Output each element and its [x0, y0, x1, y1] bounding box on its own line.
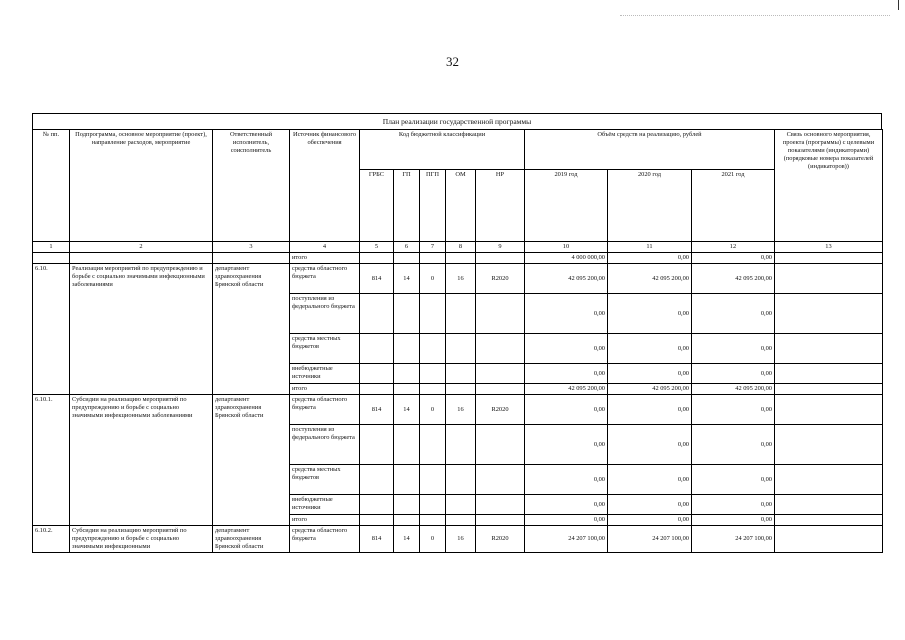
code-grbs — [360, 465, 394, 495]
indicator-link — [775, 395, 883, 425]
value-2021: 0,00 — [692, 364, 775, 384]
indicator-link — [775, 465, 883, 495]
code-grbs — [360, 425, 394, 465]
column-number: 8 — [446, 242, 476, 253]
header-executor: Ответственный исполнитель, соисполнитель — [213, 130, 290, 242]
funding-source: поступления из федерального бюджета — [290, 425, 360, 465]
item-executor: департамент здравоохранения Брянской области — [213, 264, 290, 395]
code-pgp — [420, 294, 446, 334]
column-number: 7 — [420, 242, 446, 253]
indicator-link — [775, 264, 883, 294]
header-om: ОМ — [446, 170, 476, 242]
code-nr: R2020 — [476, 526, 525, 553]
column-number: 5 — [360, 242, 394, 253]
code-om: 16 — [446, 526, 476, 553]
code-grbs — [360, 294, 394, 334]
value-2019: 0,00 — [525, 294, 608, 334]
funding-source: внебюджетные источники — [290, 364, 360, 384]
code-gp: 14 — [394, 264, 420, 294]
header-program: Подпрограмма, основное мероприятие (проект), направление расходов, мероприятие — [70, 130, 213, 242]
value-2020: 42 095 200,00 — [608, 264, 692, 294]
header-2020: 2020 год — [608, 170, 692, 242]
value-2020: 24 207 100,00 — [608, 526, 692, 553]
code-om — [446, 334, 476, 364]
code-nr: R2020 — [476, 395, 525, 425]
table-row — [33, 264, 883, 294]
code-gp — [394, 364, 420, 384]
total-2019: 42 095 200,00 — [525, 384, 608, 395]
total-label: итого — [290, 515, 360, 526]
value-2020: 0,00 — [608, 364, 692, 384]
column-number: 6 — [394, 242, 420, 253]
code-grbs — [360, 364, 394, 384]
value-2020: 0,00 — [608, 395, 692, 425]
code-nr — [476, 364, 525, 384]
scan-noise-dots — [620, 15, 890, 17]
code-om — [446, 425, 476, 465]
value-2021: 0,00 — [692, 395, 775, 425]
value-2021: 0,00 — [692, 465, 775, 495]
code-pgp — [420, 425, 446, 465]
code-gp — [394, 465, 420, 495]
total-2020: 0,00 — [608, 515, 692, 526]
value-2019: 24 207 100,00 — [525, 526, 608, 553]
indicator-link — [775, 294, 883, 334]
indicator-link — [775, 526, 883, 553]
header-nr: НР — [476, 170, 525, 242]
code-gp — [394, 495, 420, 515]
total-2021: 42 095 200,00 — [692, 384, 775, 395]
funding-source: средства областного бюджета — [290, 264, 360, 294]
header-2019: 2019 год — [525, 170, 608, 242]
value-2020: 0,00 — [608, 495, 692, 515]
total-2019: 4 000 000,00 — [525, 253, 608, 264]
code-nr — [476, 334, 525, 364]
total-label: итого — [290, 384, 360, 395]
funding-source: поступления из федерального бюджета — [290, 294, 360, 334]
code-nr — [476, 495, 525, 515]
value-2021: 42 095 200,00 — [692, 264, 775, 294]
total-2021: 0,00 — [692, 253, 775, 264]
header-volume: Объём средств на реализацию, рублей — [525, 130, 775, 170]
value-2019: 42 095 200,00 — [525, 264, 608, 294]
code-pgp — [420, 465, 446, 495]
funding-source: средства местных бюджетов — [290, 465, 360, 495]
total-label: итого — [290, 253, 360, 264]
header-pgp: ПГП — [420, 170, 446, 242]
value-2021: 0,00 — [692, 425, 775, 465]
value-2021: 24 207 100,00 — [692, 526, 775, 553]
column-number: 11 — [608, 242, 692, 253]
code-grbs — [360, 495, 394, 515]
value-2021: 0,00 — [692, 334, 775, 364]
value-2021: 0,00 — [692, 495, 775, 515]
code-pgp: 0 — [420, 395, 446, 425]
column-number: 12 — [692, 242, 775, 253]
code-om — [446, 364, 476, 384]
header-row — [33, 130, 883, 170]
top-total-row — [33, 253, 883, 264]
total-2019: 0,00 — [525, 515, 608, 526]
code-grbs: 814 — [360, 395, 394, 425]
code-om — [446, 465, 476, 495]
code-gp: 14 — [394, 526, 420, 553]
column-number: 13 — [775, 242, 883, 253]
code-om: 16 — [446, 264, 476, 294]
funding-source: внебюджетные источники — [290, 495, 360, 515]
column-number-row — [33, 242, 883, 253]
code-pgp: 0 — [420, 264, 446, 294]
column-number: 2 — [70, 242, 213, 253]
item-number: 6.10. — [33, 264, 70, 395]
item-program: Субсидии на реализацию мероприятий по предупреждению и борьбе с социально значимыми инфекционными — [70, 526, 213, 553]
code-gp — [394, 425, 420, 465]
value-2019: 0,00 — [525, 495, 608, 515]
program-plan-table — [32, 129, 883, 553]
code-nr — [476, 425, 525, 465]
code-pgp — [420, 364, 446, 384]
value-2020: 0,00 — [608, 425, 692, 465]
code-nr — [476, 465, 525, 495]
page-number: 32 — [446, 54, 459, 69]
indicator-link — [775, 425, 883, 465]
header-source: Источник финансового обеспечения — [290, 130, 360, 242]
header-no: № пп. — [33, 130, 70, 242]
item-program: Субсидии на реализацию мероприятий по предупреждению и борьбе с социально значимыми инфекционными заболеваниями — [70, 395, 213, 526]
column-number: 1 — [33, 242, 70, 253]
item-executor: департамент здравоохранения Брянской области — [213, 395, 290, 526]
table-title: План реализации государственной программы — [32, 113, 882, 129]
table-row — [33, 395, 883, 425]
header-budget-code: Код бюджетной классификации — [360, 130, 525, 170]
funding-source: средства местных бюджетов — [290, 334, 360, 364]
value-2019: 0,00 — [525, 334, 608, 364]
code-om: 16 — [446, 395, 476, 425]
code-grbs: 814 — [360, 526, 394, 553]
value-2020: 0,00 — [608, 294, 692, 334]
code-grbs: 814 — [360, 264, 394, 294]
indicator-link — [775, 495, 883, 515]
item-number: 6.10.1. — [33, 395, 70, 526]
code-gp: 14 — [394, 395, 420, 425]
code-pgp — [420, 334, 446, 364]
code-nr: R2020 — [476, 264, 525, 294]
column-number: 9 — [476, 242, 525, 253]
code-grbs — [360, 334, 394, 364]
indicator-link — [775, 364, 883, 384]
column-number: 10 — [525, 242, 608, 253]
value-2020: 0,00 — [608, 465, 692, 495]
value-2020: 0,00 — [608, 334, 692, 364]
total-2020: 0,00 — [608, 253, 692, 264]
header-grbs: ГРБС — [360, 170, 394, 242]
item-number: 6.10.2. — [33, 526, 70, 553]
value-2019: 0,00 — [525, 395, 608, 425]
item-executor: департамент здравоохранения Брянской области — [213, 526, 290, 553]
funding-source: средства областного бюджета — [290, 395, 360, 425]
code-om — [446, 495, 476, 515]
code-pgp: 0 — [420, 526, 446, 553]
value-2019: 0,00 — [525, 465, 608, 495]
code-nr — [476, 294, 525, 334]
code-gp — [394, 294, 420, 334]
code-om — [446, 294, 476, 334]
indicator-link — [775, 334, 883, 364]
total-2020: 42 095 200,00 — [608, 384, 692, 395]
value-2021: 0,00 — [692, 294, 775, 334]
item-program: Реализация мероприятий по предупреждению и борьбе с социально значимыми инфекционными заболеваниями — [70, 264, 213, 395]
value-2019: 0,00 — [525, 364, 608, 384]
table-row — [33, 526, 883, 553]
value-2019: 0,00 — [525, 425, 608, 465]
column-number: 3 — [213, 242, 290, 253]
header-gp: ГП — [394, 170, 420, 242]
code-pgp — [420, 495, 446, 515]
code-gp — [394, 334, 420, 364]
header-link: Связь основного мероприятия, проекта (программы) с целевыми показателями (индикаторами) (порядковые номера показателей (индикаторов)) — [775, 130, 883, 242]
total-2021: 0,00 — [692, 515, 775, 526]
column-number: 4 — [290, 242, 360, 253]
header-2021: 2021 год — [692, 170, 775, 242]
funding-source: средства областного бюджета — [290, 526, 360, 553]
scan-edge-mark — [898, 0, 899, 10]
